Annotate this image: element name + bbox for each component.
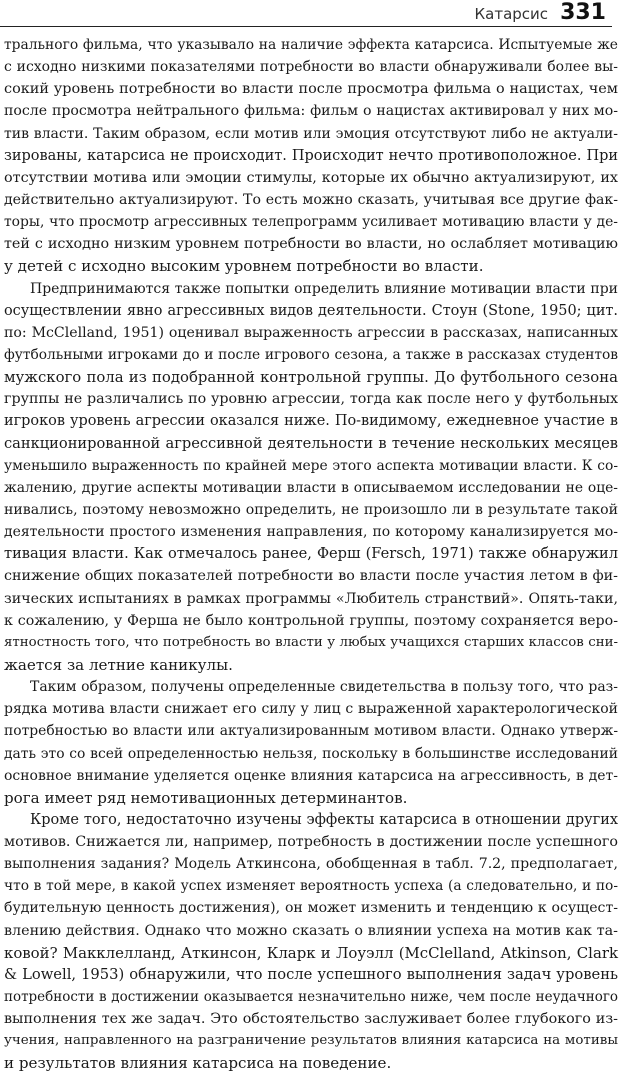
text-line: снижение общих показателей потребности во власти после участия летом в фи- <box>4 568 618 585</box>
text-line: сокий уровень потребности во власти после просмотра фильма о нацистах, чем <box>4 81 618 98</box>
text-line: мотивов. Снижается ли, например, потребность в достижении после успешного <box>4 834 618 851</box>
text-line: ковой? Макклелланд, Аткинсон, Кларк и Лоуэлл (McClelland, Atkinson, Clark <box>4 943 618 962</box>
text-line: Таким образом, получены определенные свидетельства в пользу того, что раз- <box>30 679 618 696</box>
paragraph <box>4 34 618 278</box>
text-line: трального фильма, что указывало на наличие эффекта катарсиса. Испытуемые же <box>4 37 618 53</box>
paragraph <box>4 278 618 677</box>
paragraph <box>4 809 618 1075</box>
running-head-title: Катарсис <box>474 5 549 23</box>
text-line: Предпринимаются также попытки определить влияние мотивации власти при <box>30 280 618 297</box>
text-line: санкционированной агрессивной деятельности в течение нескольких месяцев <box>4 434 618 452</box>
running-header <box>0 0 612 27</box>
text-line: жается за летние каникулы. <box>4 655 233 674</box>
text-line: жалению, другие аспекты мотивации власти в описываемом исследовании не оце- <box>4 479 618 496</box>
text-line: группы не различались по уровню агрессии, тогда как после него у футбольных <box>4 391 618 408</box>
text-line: потребностью во власти или актуализированным мотивом власти. Однако утверж- <box>4 723 618 740</box>
text-line: футбольными игроками до и после игрового сезона, а также в рассказах студентов <box>4 346 618 363</box>
text-line: по: McClelland, 1951) оценивал выраженность агрессии в рассказах, написанных <box>4 324 618 341</box>
text-line: рядка мотива власти снижает его силу у лиц с выраженной характерологической <box>4 701 618 718</box>
text-line: действительно актуализируют. То есть можно сказать, учитывая все другие фак- <box>4 191 618 208</box>
text-line: ятностность того, что потребность во власти у любых учащихся старших классов сни- <box>4 634 618 650</box>
text-line: учения, направленного на разграничение результатов влияния катарсиса на мотивы <box>4 1033 618 1049</box>
text-line: рога имеет ряд немотивационных детерминантов. <box>4 788 408 807</box>
text-line: зированы, катарсиса не происходит. Происходит нечто противоположное. При <box>4 147 618 164</box>
paragraph <box>4 676 618 809</box>
text-line: основное внимание уделяется оценке влияния катарсиса на агрессивность, в дет- <box>4 767 618 784</box>
text-line: осуществлении явно агрессивных видов деятельности. Стоун (Stone, 1950; цит. <box>4 302 618 319</box>
text-line: тей с исходно низким уровнем потребности во власти, но ослабляет мотивацию <box>4 236 618 253</box>
text-line: отсутствии мотива или эмоции стимулы, которые их обычно актуализируют, их <box>4 169 618 186</box>
body-text <box>4 34 618 1075</box>
text-line: выполнения задания? Модель Аткинсона, обобщенная в табл. 7.2, предполагает, <box>4 856 618 873</box>
text-line: Кроме того, недостаточно изучены эффекты катарсиса в отношении других <box>30 811 618 828</box>
text-line: деятельности простого изменения направления, по которому канализируется мо- <box>4 524 618 541</box>
text-line: к сожалению, у Ферша не было контрольной группы, поэтому сохраняется веро- <box>4 612 618 629</box>
text-line: нивались, поэтому невозможно определить, не произошло ли в результате такой <box>4 501 618 518</box>
text-line: зических испытаниях в рамках программы «Любитель странствий». Опять-таки, <box>4 590 618 607</box>
text-line: после просмотра нейтрального фильма: фильм о нацистах активировал у них мо- <box>4 103 618 120</box>
text-line: выполнения тех же задач. Это обстоятельство заслуживает более глубокого из- <box>4 1011 618 1028</box>
text-line: мужского пола из подобранной контрольной группы. До футбольного сезона <box>4 368 618 387</box>
text-line: что в той мере, в какой успех изменяет вероятность успеха (а следовательно, и по- <box>4 878 618 895</box>
text-line: тив власти. Таким образом, если мотив или эмоция отсутствуют либо не актуали- <box>4 125 618 142</box>
text-line: уменьшило выраженность по крайней мере этого аспекта мотивации власти. К со- <box>4 457 618 474</box>
text-line: дать это со всей определенностью нельзя, поскольку в большинстве исследований <box>4 745 618 762</box>
text-line: торы, что просмотр агрессивных телепрограмм усиливает мотивацию власти у де- <box>4 214 618 231</box>
text-line: и результатов влияния катарсиса на поведение. <box>4 1054 392 1073</box>
text-line: & Lowell, 1953) обнаружили, что после успешного выполнения задач уровень <box>4 965 618 983</box>
page-number: 331 <box>560 0 606 25</box>
text-line: потребности в достижении оказывается незначительно ниже, чем после неудачного <box>4 989 618 1006</box>
text-line: с исходно низкими показателями потребности во власти обнаруживали более вы- <box>4 59 618 76</box>
text-line: тивация власти. Как отмечалось ранее, Ферш (Fersch, 1971) также обнаружил <box>4 545 618 563</box>
text-line: игроков уровень агрессии оказался ниже. По-видимому, ежедневное участие в <box>4 413 618 430</box>
text-line: будительную ценность достижения), он может изменить и тенденцию к осущест- <box>4 900 618 917</box>
text-line: влению действия. Однако что можно сказать о влиянии успеха на мотив как та- <box>4 922 618 939</box>
text-line: у детей с исходно высоким уровнем потребности во власти. <box>4 257 484 276</box>
